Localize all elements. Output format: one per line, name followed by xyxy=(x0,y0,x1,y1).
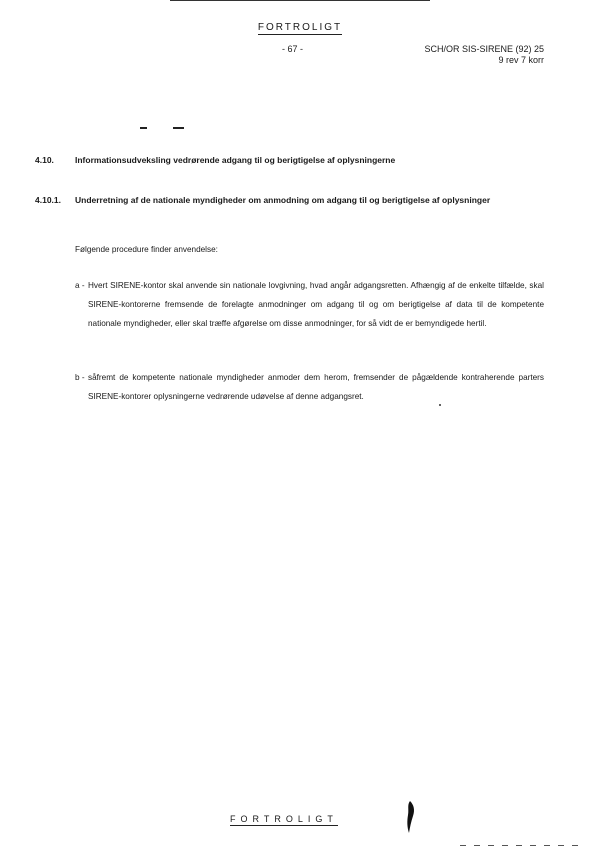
reference-line-1: SCH/OR SIS-SIRENE (92) 25 xyxy=(424,44,544,54)
scan-mark-dash xyxy=(140,127,147,129)
reference-line-2: 9 rev 7 korr xyxy=(498,55,544,65)
intro-paragraph: Følgende procedure finder anvendelse: xyxy=(75,245,218,254)
list-item-text: såfremt de kompetente nationale myndigheder anmoder dem herom, fremsender de pågældende kontraherende parters SIRENE-kontorer oplysningerne vedrørende udøvelse af denne adgangsret. xyxy=(88,373,544,401)
list-item-letter: b - xyxy=(75,373,85,382)
scan-edge-noise xyxy=(460,845,580,846)
document-reference xyxy=(424,44,544,66)
list-item-text: Hvert SIRENE-kontor skal anvende sin nationale lovgivning, hvad angår adgangsretten. Afhængig af de enkelte tilfælde, skal SIRENE-kontorerne fremsende de forelagte anmodninger om adgang til og om berigtigelse af data til de kompetente nationale myndigheder, eller skal træffe afgørelse om disse anmodninger, for så vidt de er bemyndigede hertil. xyxy=(88,281,544,328)
handwritten-mark-icon xyxy=(401,800,419,834)
scan-mark-dash xyxy=(173,127,184,129)
classification-header-text: FORTROLIGT xyxy=(257,22,343,33)
classification-footer-text: FORTROLIGT xyxy=(230,814,338,824)
classification-footer xyxy=(230,814,338,824)
page-number: - 67 - xyxy=(282,44,304,54)
subsection-number: 4.10.1. xyxy=(35,195,61,205)
section-title: Informationsudveksling vedrørende adgang til og berigtigelse af oplysningerne xyxy=(75,155,396,165)
list-item-letter: a - xyxy=(75,281,85,290)
subsection-title: Underretning af de nationale myndigheder om anmodning om adgang til og berigtigelse af oplysninger xyxy=(75,195,491,205)
section-number: 4.10. xyxy=(35,155,54,165)
scan-speck xyxy=(439,404,441,406)
top-edge-rule xyxy=(170,0,430,1)
classification-header xyxy=(0,22,600,33)
